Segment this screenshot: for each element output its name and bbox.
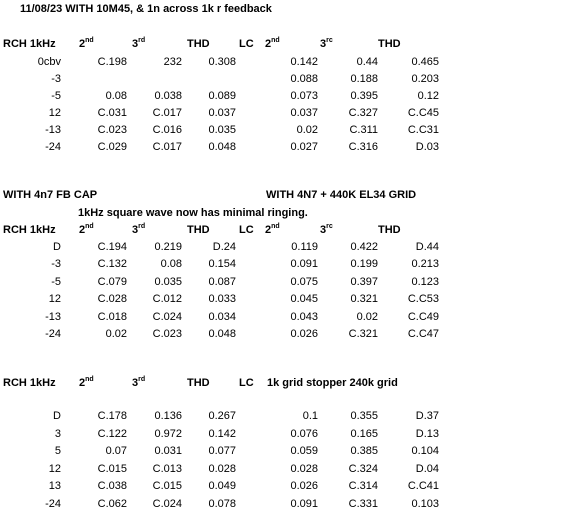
table-cell: -3 — [51, 258, 61, 271]
table-cell: 0.355 — [350, 410, 378, 422]
table-cell: D.04 — [415, 462, 439, 475]
table-cell: 0.213 — [411, 258, 439, 271]
table-cell: 0.199 — [350, 258, 378, 271]
table-cell: C.198 — [97, 56, 127, 68]
table-cell: 0.397 — [350, 275, 378, 288]
table-cell: 0.091 — [290, 258, 318, 271]
table-cell: 0.44 — [356, 56, 378, 68]
table-cell: 13 — [48, 480, 61, 493]
table-cell: C.013 — [152, 462, 182, 475]
table-cell: 0.07 — [105, 445, 127, 458]
page-title: 11/08/23 WITH 10M45, & 1n across 1k r feedback — [20, 3, 272, 15]
table-cell: C.C53 — [407, 293, 439, 306]
header-lc: LC — [239, 377, 254, 389]
table-cell: C.314 — [348, 480, 378, 493]
table-cell: C.023 — [152, 328, 182, 340]
table-cell: D — [53, 241, 61, 253]
table-cell: 0.027 — [290, 141, 318, 153]
section2-note-left: WITH 4n7 FB CAP — [3, 189, 98, 201]
table-cell: -5 — [51, 90, 61, 102]
table-cell: D — [53, 410, 61, 422]
table-cell: D.24 — [212, 241, 236, 253]
table-cell: 0.045 — [290, 293, 318, 306]
table-cell: -13 — [45, 310, 61, 323]
table-cell: 0.02 — [105, 328, 127, 340]
table-cell: -13 — [45, 124, 61, 136]
header-thd: THD — [187, 224, 210, 236]
table-cell: 0.08 — [105, 90, 127, 102]
table-cell: 0.073 — [290, 90, 318, 102]
table-cell: C.012 — [152, 293, 182, 306]
table-cell: 0.08 — [160, 258, 182, 271]
header-2nd: 2nd — [79, 376, 94, 389]
table-cell: C.024 — [152, 310, 182, 323]
table-cell: C.038 — [97, 480, 127, 493]
table-cell: D.37 — [415, 410, 439, 422]
header-2nd-b: 2nd — [265, 37, 280, 50]
table-cell: C.C47 — [407, 328, 439, 340]
table-cell: C.015 — [97, 462, 127, 475]
table-cell: 0.035 — [154, 275, 182, 288]
table-cell: D.44 — [415, 241, 439, 253]
table-cell: 0.037 — [208, 107, 236, 119]
table-cell: C.132 — [97, 258, 127, 271]
section3-header-note: 1k grid stopper 240k grid — [267, 377, 398, 389]
table-cell: 0.119 — [291, 241, 318, 253]
header-lc: LC — [239, 38, 254, 50]
header-3rd: 3rd — [132, 223, 146, 236]
header-thd: THD — [187, 38, 210, 50]
header-rch: RCH 1kHz — [3, 224, 56, 236]
table-cell: C.029 — [97, 141, 127, 153]
table-cell: 0.02 — [356, 310, 378, 323]
table-cell: C.017 — [152, 107, 182, 119]
header-2nd: 2nd — [79, 37, 94, 50]
header-2nd-b: 2nd — [265, 223, 280, 236]
table-cell: C.321 — [348, 328, 378, 340]
table-cell: C.324 — [348, 462, 378, 475]
table-cell: 0.321 — [350, 293, 378, 306]
header-3rd-b: $3^{rc}$ — [320, 37, 333, 50]
table-cell: 0.123 — [411, 275, 439, 288]
table-cell: 232 — [163, 56, 182, 68]
table-cell: 0.077 — [208, 445, 236, 458]
table-cell: C.311 — [349, 124, 378, 136]
table-cell: 0.031 — [154, 445, 182, 458]
header-3rd: 3rd — [132, 376, 146, 389]
table-cell: 0.026 — [290, 328, 318, 340]
header-3rd-b: $3^{rc}$ — [320, 223, 333, 236]
table-cell: 0.043 — [290, 310, 318, 323]
table-cell: C.015 — [152, 480, 182, 493]
table-cell: -24 — [45, 498, 61, 510]
table-cell: 0.091 — [290, 498, 318, 510]
table-cell: 0.385 — [350, 445, 378, 458]
section2-note-center: 1kHz square wave now has minimal ringing. — [78, 207, 308, 219]
table-cell: 0.038 — [154, 90, 182, 102]
table-cell: C.018 — [97, 310, 127, 323]
table-cell: 0.076 — [290, 427, 318, 440]
table-cell: 12 — [48, 293, 61, 306]
table-cell: C.331 — [348, 498, 378, 510]
table-cell: 0.034 — [208, 310, 236, 323]
table-cell: 0.088 — [290, 73, 318, 85]
table-cell: 0.033 — [208, 293, 236, 306]
table-cell: 0.075 — [290, 275, 318, 288]
table-cell: -3 — [51, 73, 61, 85]
table-cell: 0.037 — [290, 107, 318, 119]
header-3rd: 3rd — [132, 37, 146, 50]
table-cell: 5 — [54, 445, 61, 458]
table-cell: 0.203 — [411, 73, 439, 85]
table-cell: 0.028 — [208, 462, 236, 475]
table-cell: 0.02 — [296, 124, 318, 136]
header-rch: RCH 1kHz — [3, 38, 56, 50]
table-cell: 12 — [48, 107, 61, 119]
table-cell: 0.026 — [290, 480, 318, 493]
table-cell: C.079 — [97, 275, 127, 288]
table-cell: -24 — [45, 328, 61, 340]
table-cell: 0.308 — [208, 56, 236, 68]
table-cell: C.327 — [348, 107, 378, 119]
table-cell: 3 — [54, 427, 61, 440]
table-cell: 12 — [48, 462, 61, 475]
header-thd-b: THD — [378, 224, 401, 236]
table-cell: 0.972 — [154, 427, 182, 440]
table-cell: D.03 — [415, 141, 439, 153]
table-cell: C.016 — [152, 124, 182, 136]
table-cell: C.062 — [97, 498, 127, 510]
table-cell: 0.089 — [208, 90, 236, 102]
table-cell: 0.049 — [208, 480, 236, 493]
table-cell: 0.035 — [208, 124, 236, 136]
table-cell: C.194 — [97, 241, 127, 253]
table-cell: 0.103 — [411, 498, 439, 510]
table-cell: 0.136 — [154, 410, 182, 422]
table-cell: 0.048 — [208, 141, 236, 153]
table-cell: 0.028 — [290, 462, 318, 475]
table-cell: C.023 — [97, 124, 127, 136]
table-cell: 0.1 — [302, 410, 318, 422]
table-cell: C.028 — [97, 293, 127, 306]
table-cell: 0.142 — [290, 56, 318, 68]
header-lc: LC — [239, 224, 254, 236]
table-cell: 0.219 — [154, 241, 182, 253]
section2-note-right: WITH 4N7 + 440K EL34 GRID — [266, 189, 417, 201]
table-cell: 0.12 — [417, 90, 439, 102]
table-cell: C.C41 — [407, 480, 439, 493]
header-2nd: 2nd — [79, 223, 94, 236]
table-cell: C.C31 — [407, 124, 439, 136]
table-cell: 0.142 — [208, 427, 236, 440]
table-cell: 0.059 — [290, 445, 318, 458]
table-cell: 0.048 — [208, 328, 236, 340]
header-rch: RCH 1kHz — [3, 377, 56, 389]
table-cell: C.C45 — [407, 107, 439, 119]
table-cell: C.122 — [97, 427, 127, 440]
table-cell: 0.267 — [208, 410, 236, 422]
table-cell: C.024 — [152, 498, 182, 510]
table-cell: 0.154 — [208, 258, 236, 271]
table-cell: C.C49 — [407, 310, 439, 323]
table-cell: 0.422 — [350, 241, 378, 253]
table-cell: C.017 — [152, 141, 182, 153]
table-cell: 0.078 — [208, 498, 236, 510]
table-cell: C.316 — [348, 141, 378, 153]
table-cell: 0.395 — [350, 90, 378, 102]
table-cell: 0.087 — [208, 275, 236, 288]
table-cell: 0.104 — [411, 445, 439, 458]
header-thd-b: THD — [378, 38, 401, 50]
header-thd: THD — [187, 377, 210, 389]
table-cell: 0.465 — [411, 56, 439, 68]
table-cell: 0.188 — [350, 73, 378, 85]
table-cell: D.13 — [415, 427, 439, 440]
table-cell: -24 — [45, 141, 61, 153]
table-cell: 0.165 — [350, 427, 378, 440]
table-cell: C.031 — [97, 107, 127, 119]
table-cell: -5 — [51, 275, 61, 288]
table-cell: 0cbv — [37, 56, 61, 68]
table-cell: C.178 — [97, 410, 127, 422]
